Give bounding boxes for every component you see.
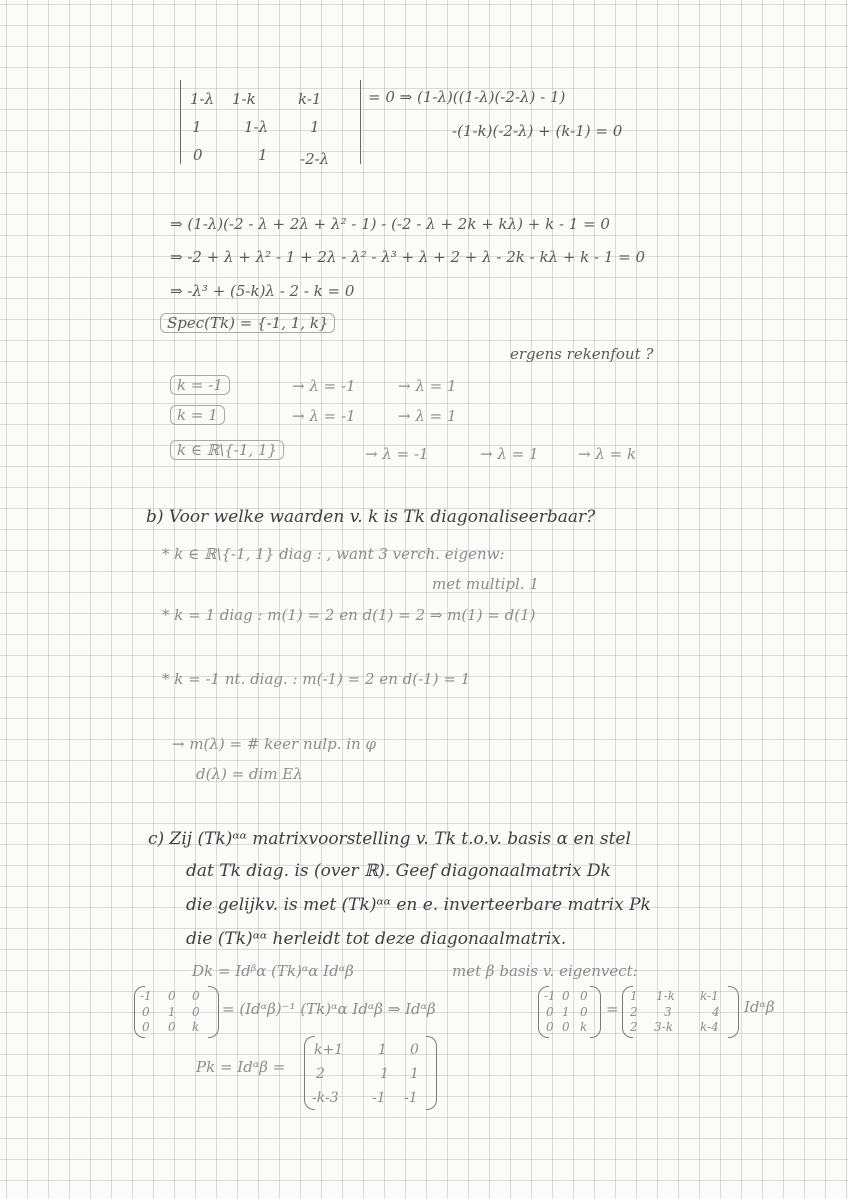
det-rhs-line1: = 0 ⇒ (1-λ)((1-λ)(-2-λ) - 1) bbox=[368, 88, 566, 106]
diag2-r1c1: -1 bbox=[544, 989, 556, 1003]
det-rhs-line2: -(1-k)(-2-λ) + (k-1) = 0 bbox=[452, 122, 623, 140]
diag-r2c2: 1 bbox=[168, 1005, 176, 1019]
det-right-bar bbox=[360, 80, 361, 164]
det-r3c3: -2-λ bbox=[300, 150, 330, 168]
det-r1c1: 1-λ bbox=[190, 90, 215, 108]
case-3-condition: k ∈ ℝ\{-1, 1} bbox=[170, 440, 284, 460]
p-matrix-right-paren bbox=[426, 1036, 437, 1110]
diag-r3c1: 0 bbox=[142, 1020, 150, 1034]
det-r2c1: 1 bbox=[192, 118, 202, 136]
diag2-r2c1: 0 bbox=[546, 1005, 554, 1019]
case-3-result-2: → λ = 1 bbox=[480, 445, 539, 463]
diag2-r3c3: k bbox=[580, 1020, 588, 1034]
diag-r1c3: 0 bbox=[192, 989, 200, 1003]
case-2-result-2: → λ = 1 bbox=[398, 407, 457, 425]
diag-matrix-right-paren bbox=[208, 986, 219, 1038]
result-matrix-right-paren bbox=[728, 986, 739, 1038]
det-r3c2: 1 bbox=[258, 146, 268, 164]
diag2-r1c3: 0 bbox=[580, 989, 588, 1003]
diag-r3c2: 0 bbox=[168, 1020, 176, 1034]
eigenvector-basis-note: met β basis v. eigenvect: bbox=[452, 962, 638, 980]
part-b-question: b) Voor welke waarden v. k is Tk diagonaliseerbaar? bbox=[146, 507, 596, 527]
part-b-answer-3: * k = -1 nt. diag. : m(-1) = 2 en d(-1) = 1 bbox=[162, 670, 471, 688]
case-1-result-2: → λ = 1 bbox=[398, 377, 457, 395]
part-c-question-line4: die (Tk)ᵅᵅ herleidt tot deze diagonaalmatrix. bbox=[186, 929, 567, 949]
result-tail: Idᵅβ bbox=[744, 998, 775, 1016]
part-c-question-line3: die gelijkv. is met (Tk)ᵅᵅ en e. inverteerbare matrix Pk bbox=[186, 895, 651, 915]
part-c-question-line1: c) Zij (Tk)ᵅᵅ matrixvoorstelling v. Tk t.o.v. basis α en stel bbox=[148, 829, 631, 849]
result-r2c3: 4 bbox=[712, 1005, 720, 1019]
case-1-condition: k = -1 bbox=[170, 375, 230, 395]
derivation-line1: ⇒ (1-λ)(-2 - λ + 2λ + λ² - 1) - (-2 - λ + 2k + kλ) + k - 1 = 0 bbox=[170, 215, 610, 233]
result-r2c1: 2 bbox=[630, 1005, 638, 1019]
det-r2c3: 1 bbox=[310, 118, 320, 136]
p-r3c2: -1 bbox=[372, 1090, 386, 1106]
p-r2c2: 1 bbox=[380, 1066, 389, 1082]
diag-r1c2: 0 bbox=[168, 989, 176, 1003]
result-r3c2: 3-k bbox=[654, 1020, 673, 1034]
diag-r2c1: 0 bbox=[142, 1005, 150, 1019]
diag-r3c3: k bbox=[192, 1020, 200, 1034]
case-1-result-1: → λ = -1 bbox=[292, 377, 356, 395]
result-r3c3: k-4 bbox=[700, 1020, 719, 1034]
diag2-r3c2: 0 bbox=[562, 1020, 570, 1034]
p-r1c2: 1 bbox=[378, 1042, 387, 1058]
derivation-line3: ⇒ -λ³ + (5-k)λ - 2 - k = 0 bbox=[170, 282, 355, 300]
part-c-question-line2: dat Tk diag. is (over ℝ). Geef diagonaalmatrix Dk bbox=[186, 861, 611, 881]
diag-matrix-2-right-paren bbox=[590, 986, 601, 1038]
part-b-answer-1: * k ∈ ℝ\{-1, 1} diag : , want 3 verch. eigenw: bbox=[162, 545, 505, 563]
diag2-r2c3: 0 bbox=[580, 1005, 588, 1019]
spectrum-box: Spec(Tk) = {-1, 1, k} bbox=[160, 313, 335, 333]
p-r3c1: -k-3 bbox=[312, 1090, 339, 1106]
result-r1c1: 1 bbox=[630, 989, 638, 1003]
change-of-basis-equation: = (Idᵅβ)⁻¹ (Tk)ᵅα Idᵅβ ⇒ Idᵅβ bbox=[222, 1000, 436, 1018]
result-r1c2: 1-k bbox=[656, 989, 675, 1003]
result-r3c1: 2 bbox=[630, 1020, 638, 1034]
det-r3c1: 0 bbox=[193, 146, 203, 164]
diag2-r3c1: 0 bbox=[546, 1020, 554, 1034]
part-b-definition-2: d(λ) = dim Eλ bbox=[196, 765, 303, 783]
diag-r1c1: -1 bbox=[140, 989, 152, 1003]
calculation-error-note: ergens rekenfout ? bbox=[510, 345, 654, 363]
diag2-r2c2: 1 bbox=[562, 1005, 570, 1019]
p-r2c1: 2 bbox=[316, 1066, 325, 1082]
diag2-r1c2: 0 bbox=[562, 989, 570, 1003]
result-r2c2: 3 bbox=[664, 1005, 672, 1019]
result-r1c3: k-1 bbox=[700, 989, 719, 1003]
case-3-result-3: → λ = k bbox=[578, 445, 637, 463]
p-r1c1: k+1 bbox=[314, 1042, 344, 1058]
det-r1c3: k-1 bbox=[298, 90, 322, 108]
part-b-answer-2: * k = 1 diag : m(1) = 2 en d(1) = 2 ⇒ m(1) = d(1) bbox=[162, 606, 536, 624]
det-r2c2: 1-λ bbox=[244, 118, 269, 136]
p-r3c3: -1 bbox=[404, 1090, 418, 1106]
case-3-result-1: → λ = -1 bbox=[365, 445, 429, 463]
case-2-result-1: → λ = -1 bbox=[292, 407, 356, 425]
p-r2c3: 1 bbox=[410, 1066, 419, 1082]
case-2-condition: k = 1 bbox=[170, 405, 225, 425]
det-left-bar bbox=[180, 80, 181, 164]
p-matrix-label: Pk = Idᵅβ = bbox=[196, 1058, 286, 1076]
part-b-definition-1: → m(λ) = # keer nulp. in φ bbox=[172, 735, 376, 753]
p-r1c3: 0 bbox=[410, 1042, 419, 1058]
equals-sign: = bbox=[606, 1000, 619, 1018]
derivation-line2: ⇒ -2 + λ + λ² - 1 + 2λ - λ² - λ³ + λ + 2 + λ - 2k - kλ + k - 1 = 0 bbox=[170, 248, 646, 266]
diagonal-matrix-equation: Dk = Idᵝα (Tk)ᵅα Idᵅβ bbox=[192, 962, 354, 980]
diag-r2c3: 0 bbox=[192, 1005, 200, 1019]
part-b-answer-1-cont: met multipl. 1 bbox=[432, 575, 539, 593]
det-r1c2: 1-k bbox=[232, 90, 256, 108]
